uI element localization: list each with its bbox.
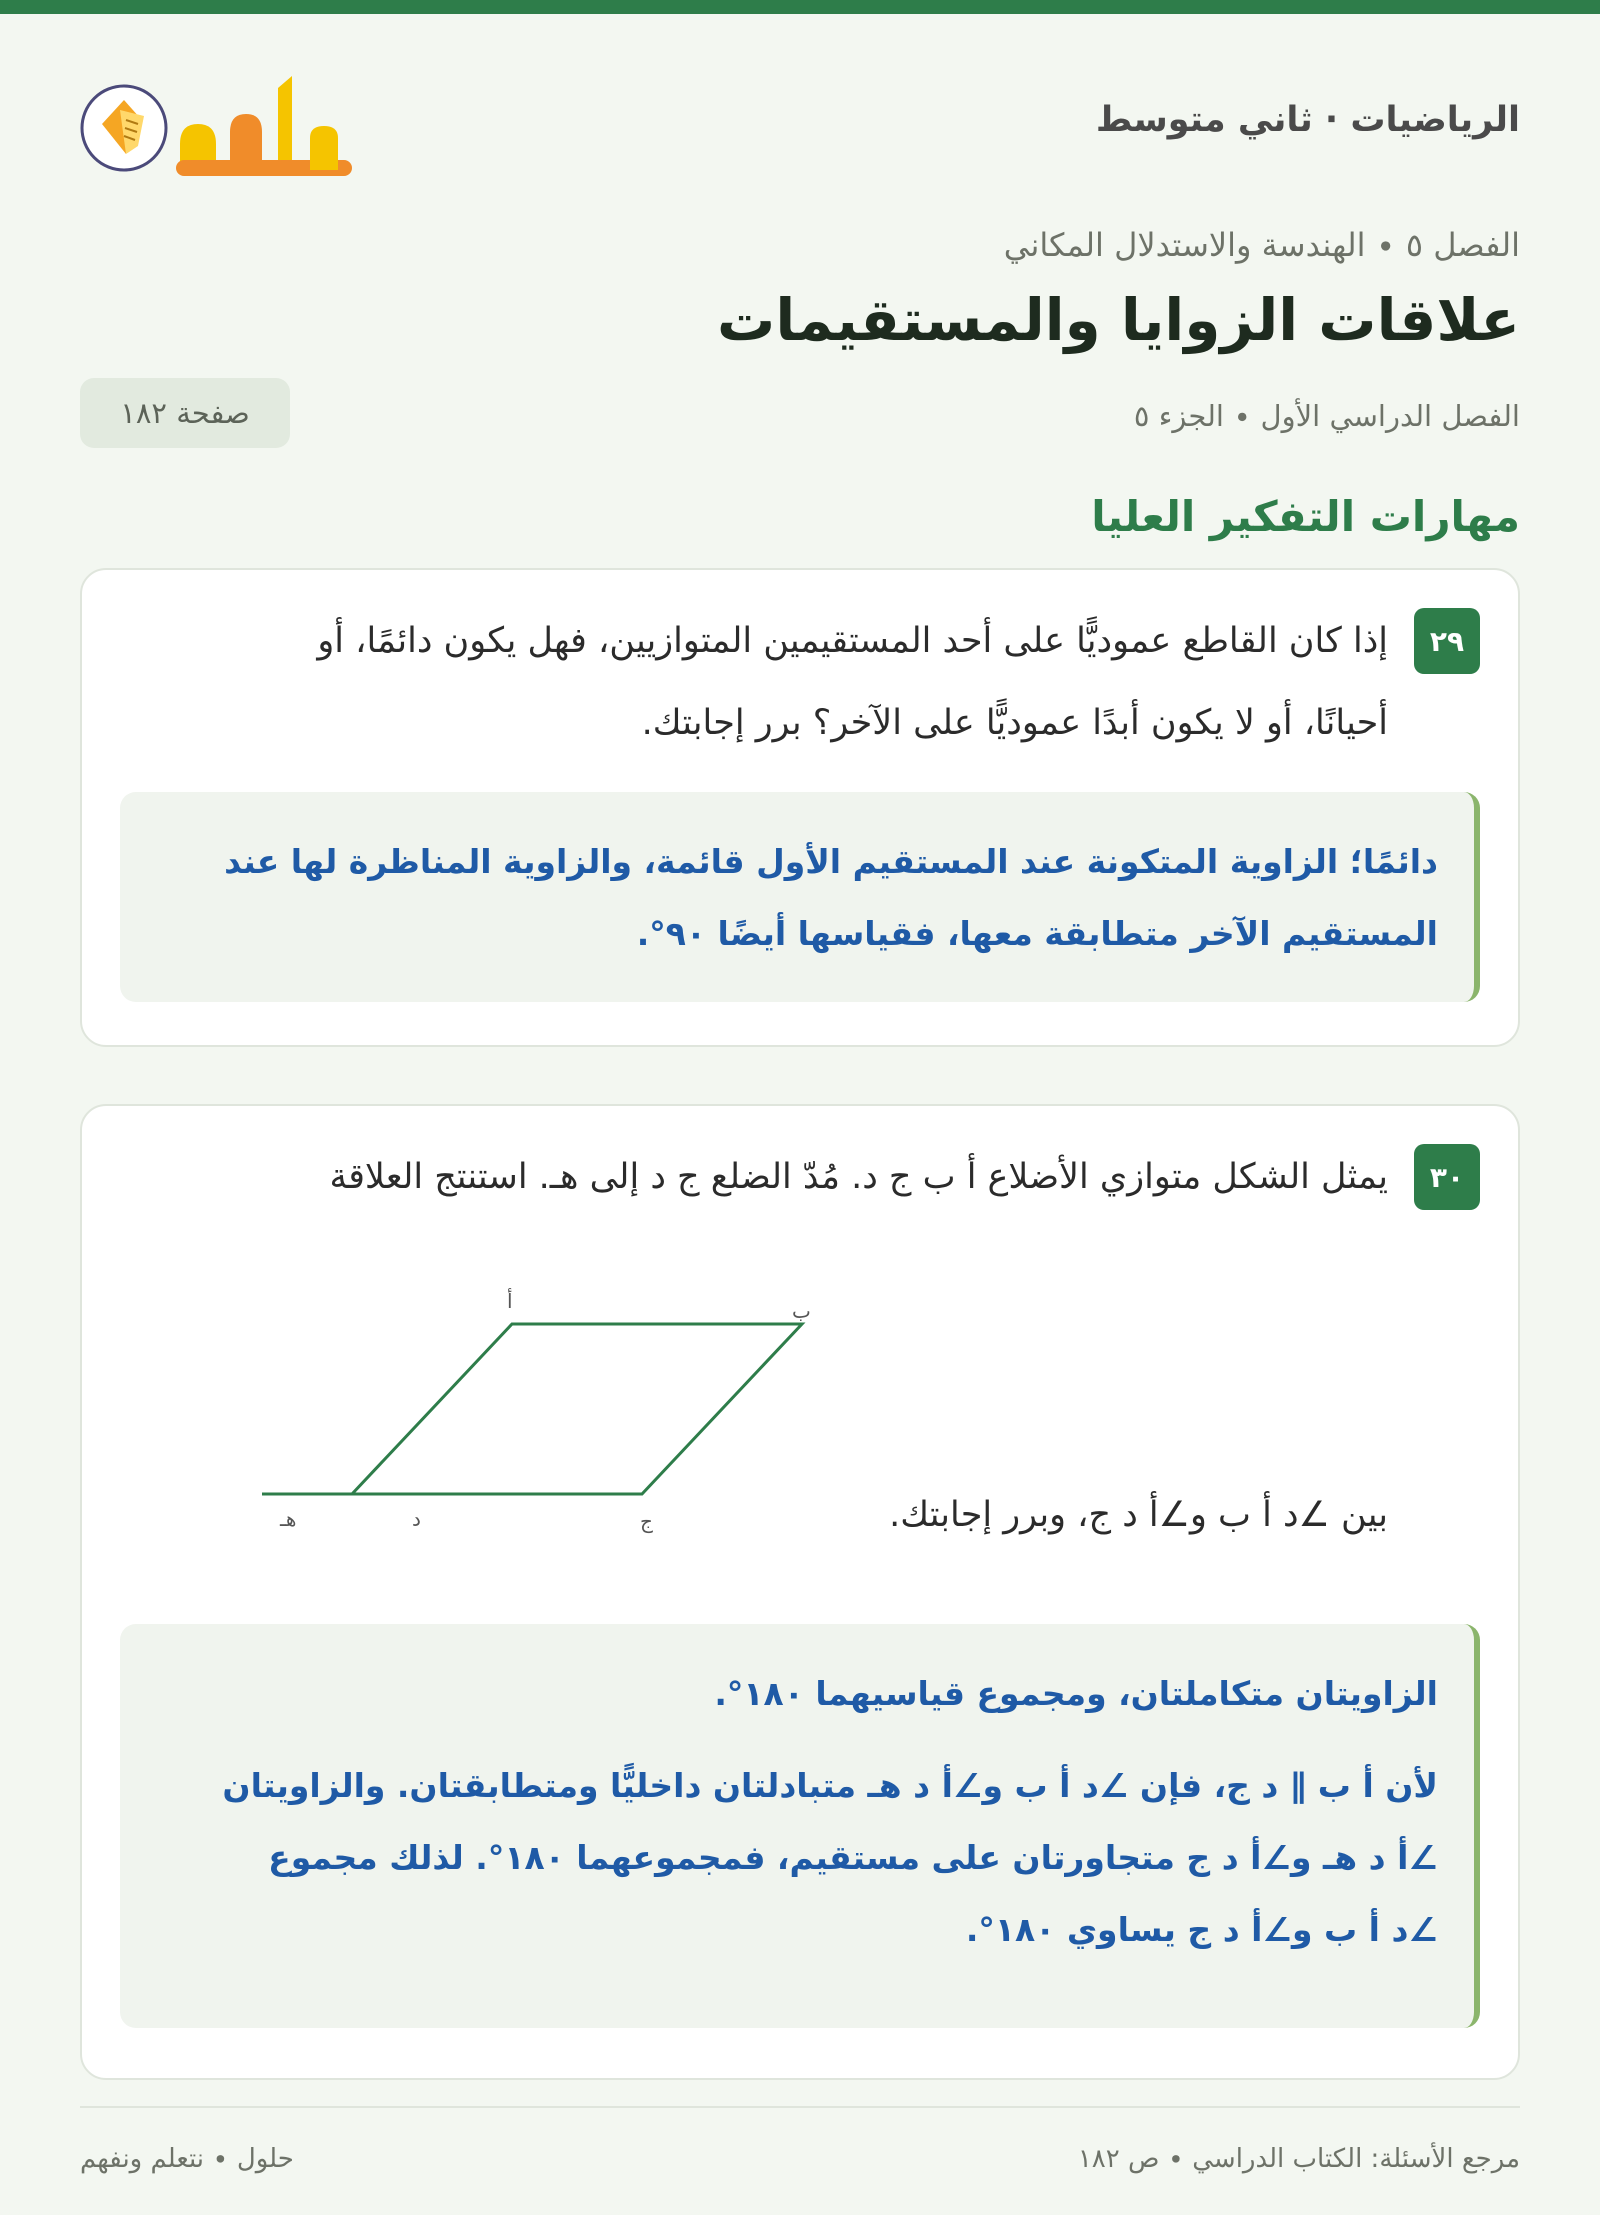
question-number-badge: ٣٠ <box>1414 1144 1480 1210</box>
question-card-30 <box>80 1104 1520 2080</box>
answer-text <box>156 1658 1438 1966</box>
question-text-line: يمثل الشكل متوازي الأضلاع أ ب ج د. مُدّ الضلع ج د إلى هـ. استنتج العلاقة <box>329 1157 1388 1197</box>
top-accent-bar <box>0 0 1600 14</box>
question-text-line: أحيانًا، أو لا يكون أبدًا عموديًّا على الآخر؟ برر إجابتك. <box>641 703 1388 743</box>
vertex-label-a: أ <box>507 1289 513 1313</box>
vertex-label-d: د <box>412 1507 421 1531</box>
question-text <box>329 1136 1388 1218</box>
question-text-continued: بين ∠د أ ب و∠أ د ج، وبرر إجابتك. <box>889 1495 1388 1535</box>
chapter-label: الفصل ٥ ∙ الهندسة والاستدلال المكاني <box>1003 226 1520 264</box>
question-text <box>317 600 1388 764</box>
parallelogram-figure <box>172 1246 812 1546</box>
section-title: مهارات التفكير العليا <box>1091 492 1520 541</box>
footer-divider <box>80 2106 1520 2108</box>
answer-box <box>120 792 1480 1002</box>
answer-text-line: دائمًا؛ الزاوية المتكونة عند المستقيم الأول قائمة، والزاوية المناظرة لها عند <box>224 842 1438 881</box>
answer-text <box>156 826 1438 970</box>
footer-brand: حلول ∙ نتعلم ونفهم <box>80 2144 294 2174</box>
answer-text-line: ∠أ د هـ و∠أ د ج متجاورتان على مستقيم، فمجموعهما ١٨٠°. لذلك مجموع <box>268 1838 1438 1877</box>
parallelogram-shape <box>352 1324 802 1494</box>
footer-reference: مرجع الأسئلة: الكتاب الدراسي ∙ ص ١٨٢ <box>1077 2144 1520 2174</box>
hulul-logo <box>80 66 360 186</box>
vertex-label-b: ب <box>792 1299 811 1323</box>
answer-text-line: لأن أ ب ∥ د ج، فإن ∠د أ ب و∠أ د هـ متبادلتان داخليًّا ومتطابقتان. والزاويتان <box>222 1766 1438 1805</box>
question-number-badge: ٢٩ <box>1414 608 1480 674</box>
subject-label: الرياضيات ∙ ثاني متوسط <box>1095 100 1520 140</box>
question-text-line: إذا كان القاطع عموديًّا على أحد المستقيمين المتوازيين، فهل يكون دائمًا، أو <box>317 621 1388 661</box>
semester-label: الفصل الدراسي الأول ∙ الجزء ٥ <box>1133 399 1520 433</box>
vertex-label-c: ج <box>640 1509 653 1533</box>
answer-text-line: المستقيم الآخر متطابقة معها، فقياسها أيضًا ٩٠°. <box>636 914 1438 953</box>
lesson-title: علاقات الزوايا والمستقيمات <box>717 286 1520 354</box>
page-number-badge: صفحة ١٨٢ <box>80 378 290 448</box>
question-card-29 <box>80 568 1520 1047</box>
point-label-e: هـ <box>280 1507 297 1531</box>
page-header <box>80 14 1520 224</box>
answer-text-line: ∠د أ ب و∠أ د ج يساوي ١٨٠°. <box>965 1910 1438 1949</box>
answer-box <box>120 1624 1480 2028</box>
answer-text-line: الزاويتان متكاملتان، ومجموع قياسيهما ١٨٠°. <box>714 1674 1438 1713</box>
